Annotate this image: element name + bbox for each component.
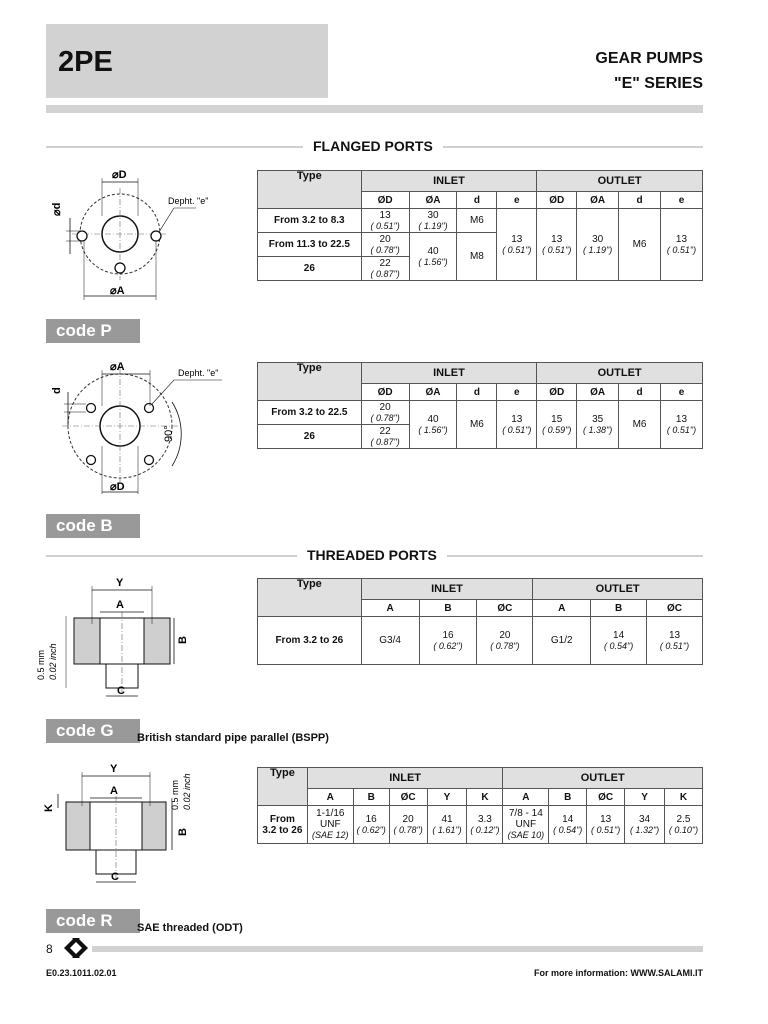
type-cell: 26 [258,425,362,449]
col-header: Y [625,789,665,806]
footer-bar [92,946,703,952]
dim-k-label: K [43,804,55,812]
value-cell: G1/2 [533,617,591,665]
col-header: ØC [587,789,625,806]
header-bar [46,105,703,113]
value-cell: M6 [457,209,497,233]
col-header: ØC [647,600,703,617]
dim-y-label: Y [116,577,124,589]
col-type-header: Type [258,363,362,401]
code-r-description: SAE threaded (ODT) [137,922,243,934]
value-cell: 30 ( 1.19") [409,209,457,233]
dim-c-label: C [111,871,119,883]
value-cell: 13 ( 0.51") [660,209,702,281]
value-cell: 14 ( 0.54") [549,806,587,844]
table-row [258,401,703,425]
table-row [258,617,703,665]
dim-b-label: B [177,636,189,644]
table-row [258,806,703,844]
col-header: B [591,600,647,617]
gap-inch-label: 0.02 inch [48,643,58,680]
value-cell: 22 ( 0.87") [361,425,409,449]
col-header: ØC [389,789,427,806]
more-info-link[interactable]: For more information: WWW.SALAMI.IT [534,968,703,978]
port-drawing-g [30,572,200,702]
value-cell: 13 ( 0.51") [537,209,577,281]
value-cell: 7/8 - 14 UNF (SAE 10) [503,806,549,844]
value-cell: 30 ( 1.19") [577,209,619,281]
code-g-label: code G [46,719,140,743]
value-cell: 3.3 ( 0.12") [467,806,503,844]
value-cell: 34 ( 1.32") [625,806,665,844]
dim-d-label: d [51,387,63,394]
code-b-label: code B [46,514,140,538]
flange-drawing-b [46,356,246,496]
value-cell: 13 ( 0.51") [497,209,537,281]
value-cell: G3/4 [361,617,419,665]
product-code: 2PE [58,46,113,78]
page-number: 8 [46,942,53,956]
outlet-header: OUTLET [537,171,703,192]
col-header: Y [427,789,467,806]
value-cell: 1-1/16 UNF (SAE 12) [307,806,353,844]
flanged-table-p [257,170,703,281]
inlet-header: INLET [361,363,537,384]
value-cell: 20 ( 0.78") [389,806,427,844]
value-cell: 20 ( 0.78") [477,617,533,665]
col-header: A [361,600,419,617]
dim-a-label: A [116,599,124,611]
value-cell: 41 ( 1.61") [427,806,467,844]
col-header: A [307,789,353,806]
col-header: d [619,384,661,401]
dim-dia-a-label: ⌀A [110,285,125,297]
type-cell: From 3.2 to 22.5 [258,401,362,425]
col-header: d [457,384,497,401]
col-type-header: Type [258,768,308,806]
type-cell: From 11.3 to 22.5 [258,233,362,257]
gap-inch-label: 0.02 inch [182,773,192,810]
salami-logo-icon [62,936,90,960]
dim-b-label: B [177,828,189,836]
angle-label: 90° [163,425,175,442]
value-cell: 20 ( 0.78") [361,401,409,425]
section-title-threaded: THREADED PORTS [297,547,447,563]
col-header: A [503,789,549,806]
doc-number: E0.23.1011.02.01 [46,968,117,978]
col-header: K [467,789,503,806]
dim-d-label: ⌀d [51,202,63,216]
title-line-2: "E" SERIES [614,75,703,92]
dim-c-label: C [117,685,125,697]
depth-label: Depht. "e" [178,368,219,378]
dim-dia-a-label: ⌀A [110,361,125,373]
threaded-table-g [257,578,703,665]
col-header: ØD [361,192,409,209]
col-header: A [533,600,591,617]
title-line-1: GEAR PUMPS [595,50,703,67]
flanged-table-b [257,362,703,449]
col-header: ØC [477,600,533,617]
value-cell: 20 ( 0.78") [361,233,409,257]
value-cell: 15 ( 0.59") [537,401,577,449]
value-cell: 13 ( 0.51") [587,806,625,844]
depth-label: Depht. "e" [168,196,209,206]
dim-a-label: A [110,785,118,797]
value-cell: M6 [619,401,661,449]
col-header: K [665,789,703,806]
value-cell: 40 ( 1.56") [409,233,457,281]
dim-dia-d-label: ⌀D [110,481,125,493]
col-header: B [419,600,477,617]
code-g-description: British standard pipe parallel (BSPP) [137,732,329,744]
value-cell: 16 ( 0.62") [353,806,389,844]
col-header: ØD [537,192,577,209]
value-cell: 13 ( 0.51") [660,401,702,449]
col-header: ØA [409,384,457,401]
outlet-header: OUTLET [503,768,703,789]
gap-mm-label: 0.5 mm [36,649,46,680]
flange-drawing-p [46,168,236,303]
port-drawing-r [36,758,206,888]
value-cell: 13 ( 0.51") [647,617,703,665]
threaded-table-r [257,767,703,844]
col-header: d [619,192,661,209]
col-header: ØD [537,384,577,401]
value-cell: 22 ( 0.87") [361,257,409,281]
col-header: e [497,384,537,401]
col-header: d [457,192,497,209]
table-row [258,209,703,233]
inlet-header: INLET [361,579,533,600]
col-header: e [660,192,702,209]
page-title [595,46,703,96]
col-header: B [353,789,389,806]
col-type-header: Type [258,579,362,617]
inlet-header: INLET [307,768,503,789]
value-cell: 13 ( 0.51") [497,401,537,449]
col-header: ØA [577,384,619,401]
type-cell: From 3.2 to 26 [258,617,362,665]
col-header: e [660,384,702,401]
col-header: e [497,192,537,209]
value-cell: 16 ( 0.62") [419,617,477,665]
value-cell: 40 ( 1.56") [409,401,457,449]
type-cell: 26 [258,257,362,281]
section-title-flanged: FLANGED PORTS [303,138,443,154]
col-header: B [549,789,587,806]
code-p-label: code P [46,319,140,343]
col-header: ØA [409,192,457,209]
value-cell: 14 ( 0.54") [591,617,647,665]
value-cell: 2.5 ( 0.10") [665,806,703,844]
col-header: ØA [577,192,619,209]
dim-dia-d-label: ⌀D [112,169,127,181]
code-r-label: code R [46,909,140,933]
col-type-header: Type [258,171,362,209]
value-cell: 13 ( 0.51") [361,209,409,233]
value-cell: 35 ( 1.38") [577,401,619,449]
value-cell: M6 [619,209,661,281]
dim-y-label: Y [110,763,118,775]
value-cell: M8 [457,233,497,281]
col-header: ØD [361,384,409,401]
value-cell: M6 [457,401,497,449]
type-cell: From 3.2 to 8.3 [258,209,362,233]
type-cell: From 3.2 to 26 [258,806,308,844]
outlet-header: OUTLET [537,363,703,384]
gap-mm-label: 0.5 mm [170,779,180,810]
outlet-header: OUTLET [533,579,703,600]
inlet-header: INLET [361,171,537,192]
